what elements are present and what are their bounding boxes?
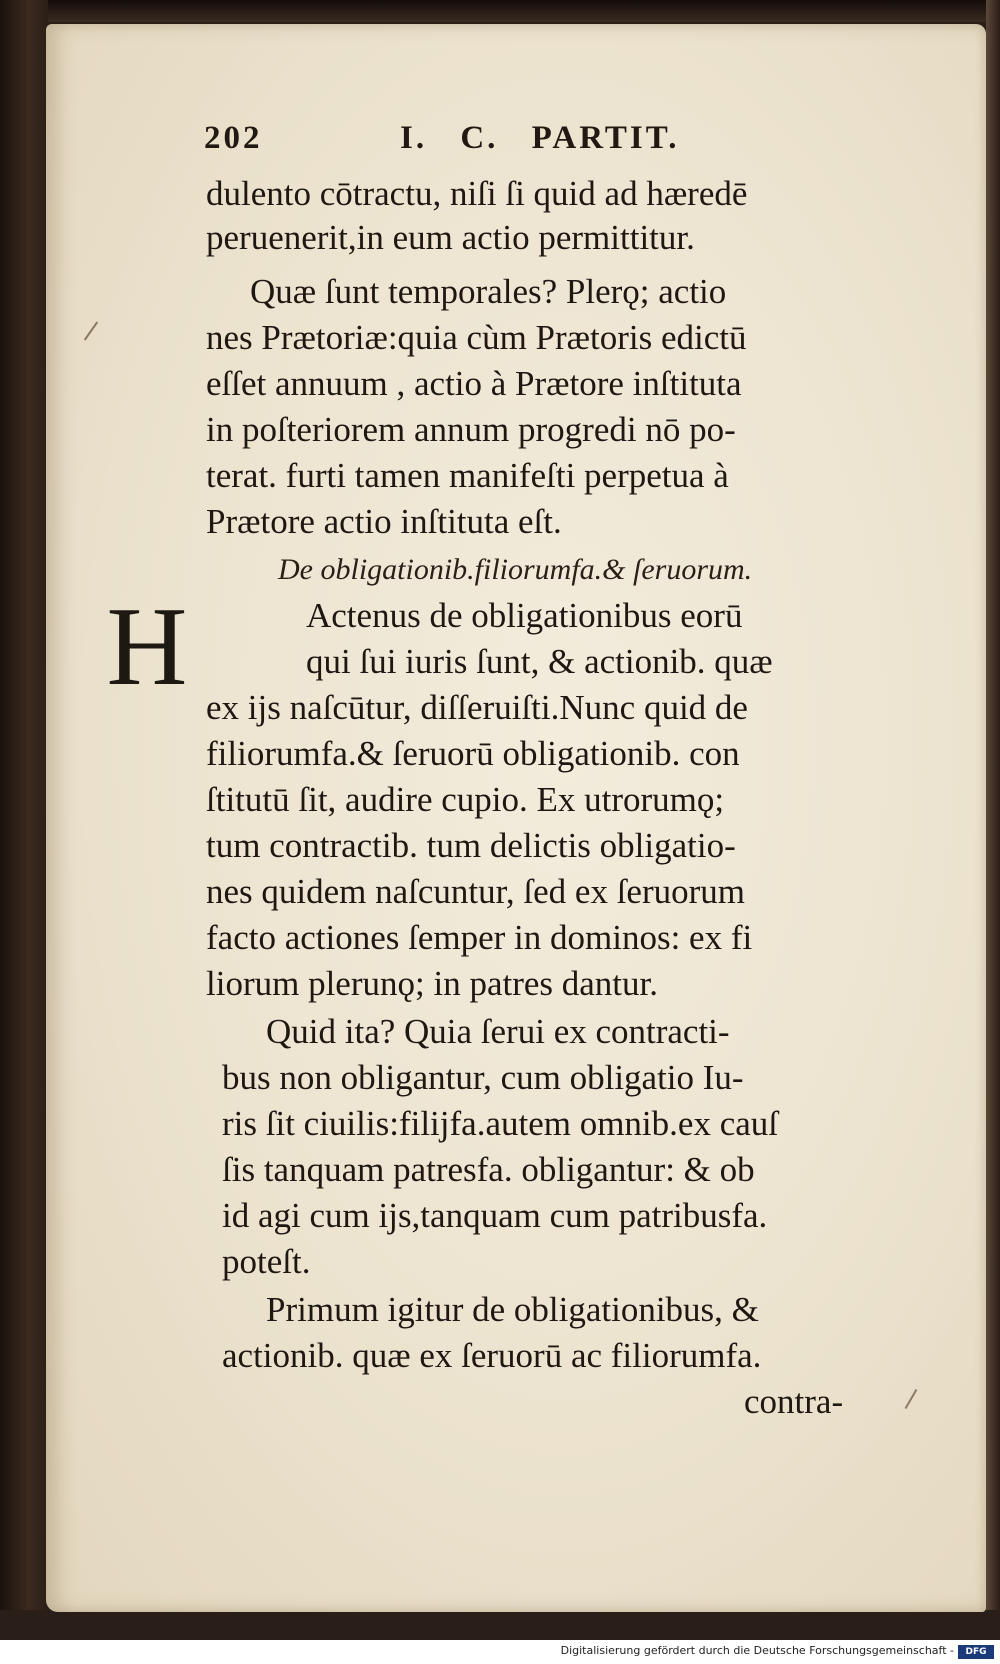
running-head: I. C. PARTIT. [400,120,680,156]
text-line: ris ſit ciuilis:filijfa.autem omnib.ex cauſ [222,1104,778,1143]
text-line: id agi cum ijs,tanquam cum patribusfa. [222,1196,768,1235]
text-line: Quæ ſunt temporales? Plerǫ; actio [250,272,727,311]
text-line: ſtitutū ſit, audire cupio. Ex utrorumǫ; [206,780,725,819]
text-line: ſis tanquam patresfa. obligantur: & ob [222,1150,755,1189]
book-page [46,24,986,1612]
dfg-logo: DFG [958,1645,994,1659]
text-line: tum contractib. tum delictis obligatio- [206,826,736,865]
catchword: contra- [744,1382,844,1421]
text-line: dulento cōtractu, niſi ſi quid ad hæredē [206,174,748,213]
book-spine [0,0,48,1610]
page-header [204,120,934,166]
digitization-footer [0,1640,1000,1664]
text-line: terat. furti tamen manifeſti perpetua à [206,456,729,495]
text-line: qui ſui iuris ſunt, & actionib. quæ [306,642,773,681]
footer-credit: Digitalisierung gefördert durch die Deutsche Forschungsgemeinschaft - [560,1644,954,1657]
book-top-edge [0,0,1000,22]
text-line: filiorumfa.& ſeruorū obligationib. con [206,734,740,773]
text-line: bus non obligantur, cum obligatio Iu- [222,1058,744,1097]
text-line: peruenerit,in eum actio permittitur. [206,218,695,257]
section-heading: De obligationib.filiorumfa.& ſeruorum. [278,553,753,586]
text-line: actionib. quæ ex ſeruorū ac filiorumfa. [222,1336,762,1375]
page-number: 202 [204,120,263,156]
page-blemish [84,321,98,340]
text-line: Primum igitur de obligationibus, & [266,1290,759,1329]
text-line: Quid ita? Quia ſerui ex contracti- [266,1012,730,1051]
text-line: ex ijs naſcūtur, diſſeruiſti.Nunc quid de [206,688,748,727]
text-line: liorum plerunǫ; in patres dantur. [206,964,658,1003]
text-line: eſſet annuum , actio à Prætore inſtituta [206,364,742,403]
text-line: nes quidem naſcuntur, ſed ex ſeruorum [206,872,745,911]
text-line: poteſt. [222,1242,311,1281]
text-line: Actenus de obligationibus eorū [306,596,743,635]
text-line: in poſteriorem annum progredi nō po- [206,410,736,449]
drop-cap: H [106,585,188,709]
text-line: nes Prætoriæ:quia cùm Prætoris edictū [206,318,747,357]
book-right-edge [986,0,1000,1610]
page-blemish [905,1389,918,1409]
text-line: Prætore actio inſtituta eſt. [206,502,562,541]
text-line: facto actiones ſemper in dominos: ex fi [206,918,753,957]
